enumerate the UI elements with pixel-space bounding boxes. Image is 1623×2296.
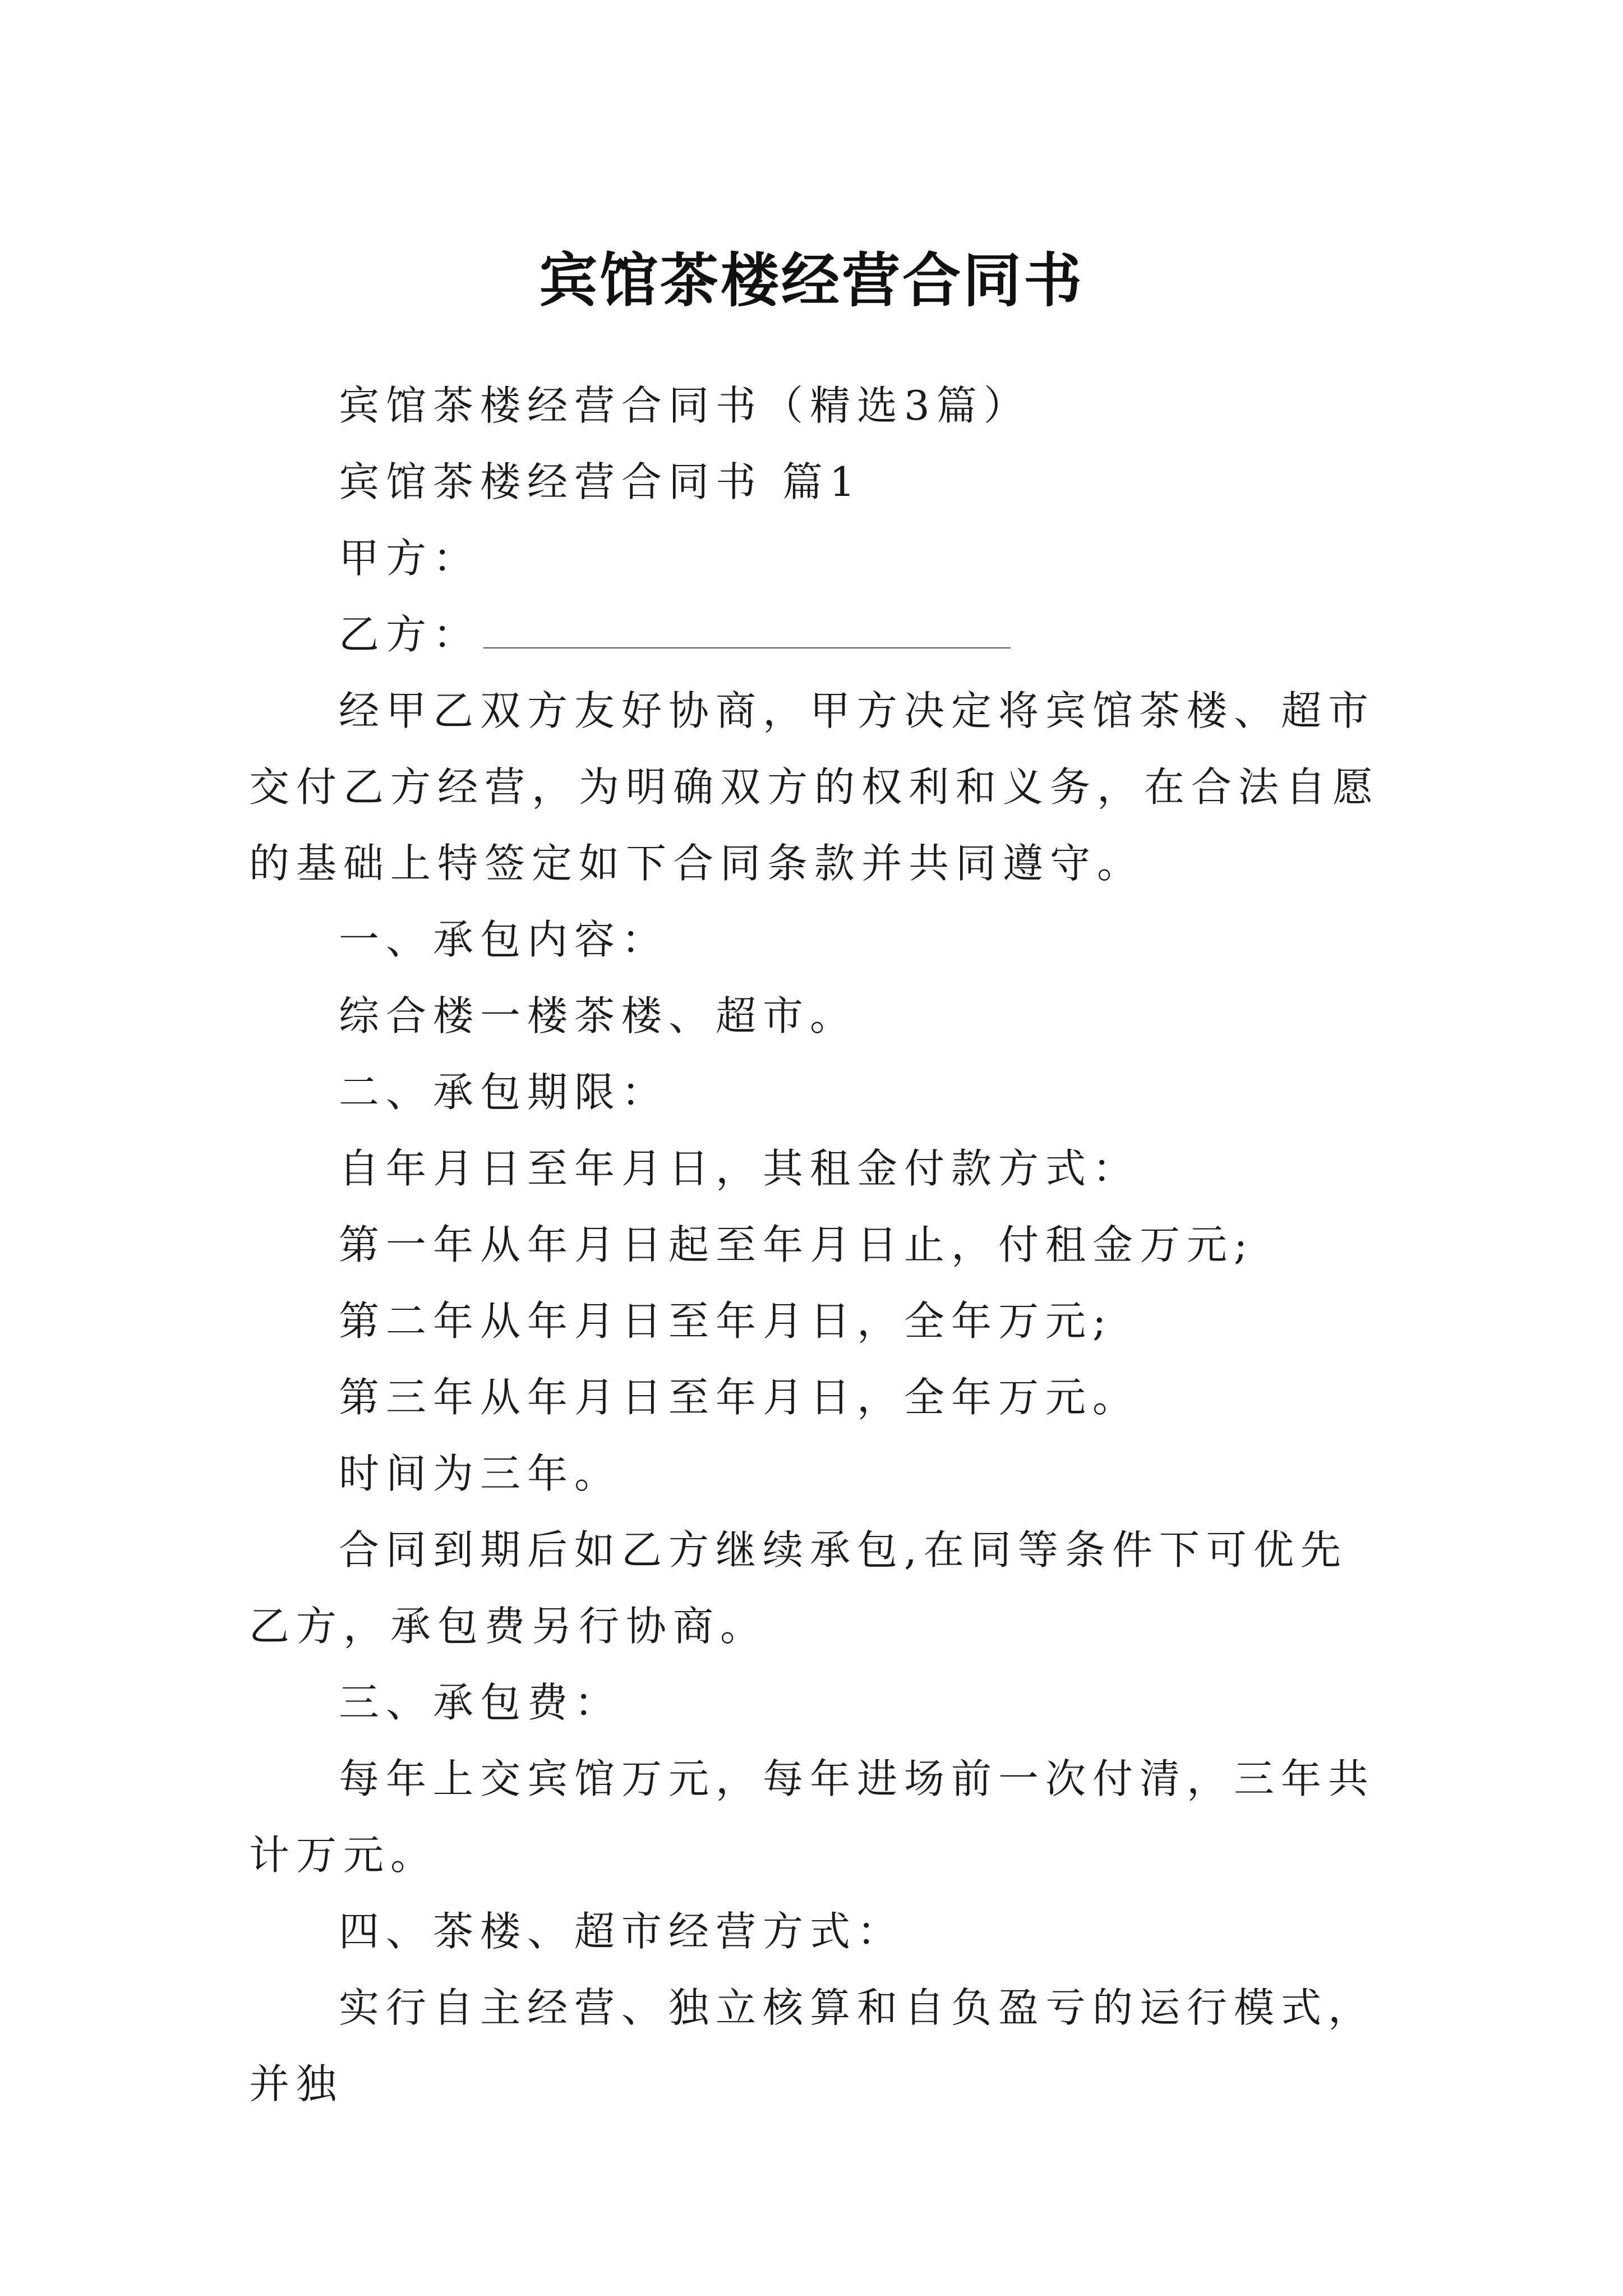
- party-b-blank-line: [483, 608, 1011, 648]
- clause-paragraph: 第二年从年月日至年月日，全年万元;: [339, 1297, 1113, 1345]
- clause-heading: 三、承包费：: [339, 1679, 622, 1726]
- party-b-row: [249, 596, 1382, 673]
- document-body: [249, 367, 1382, 2122]
- clause-paragraph: 实行自主经营、独立核算和自负盈亏的运行模式，并独: [249, 1984, 1376, 2108]
- party-a-label: 甲方：: [339, 535, 481, 582]
- clause-paragraph: 时间为三年。: [339, 1450, 622, 1497]
- clause-heading: 一、承包内容：: [339, 916, 669, 963]
- clause-paragraph: 合同到期后如乙方继续承包,在同等条件下可优先乙方，承包费另行协商。: [249, 1526, 1348, 1650]
- document-title: 宾馆茶楼经营合同书: [538, 245, 1084, 315]
- clause-paragraph: 第三年从年月日至年月日，全年万元。: [339, 1374, 1140, 1421]
- clause-paragraph: 第一年从年月日起至年月日止，付租金万元;: [339, 1221, 1255, 1268]
- clause-heading: 四、茶楼、超市经营方式：: [339, 1908, 905, 1955]
- clause-paragraph: 每年上交宾馆万元，每年进场前一次付清，三年共计万元。: [249, 1755, 1376, 1879]
- clause-paragraph: 综合楼一楼茶楼、超市。: [339, 992, 857, 1039]
- subtitle-paragraph: 宾馆茶楼经营合同书（精选3篇）: [339, 382, 1031, 429]
- clause-paragraph: 自年月日至年月日，其租金付款方式：: [339, 1145, 1140, 1192]
- intro-paragraph: 经甲乙双方友好协商，甲方决定将宾馆茶楼、超市交付乙方经营，为明确双方的权利和义务，在合法自愿的基础上特签定如下合同条款并共同遵守。: [249, 687, 1380, 887]
- clause-heading: 二、承包期限：: [339, 1069, 669, 1116]
- party-b-label: 乙方：: [339, 611, 481, 658]
- section-heading: 宾馆茶楼经营合同书 篇1: [339, 458, 862, 505]
